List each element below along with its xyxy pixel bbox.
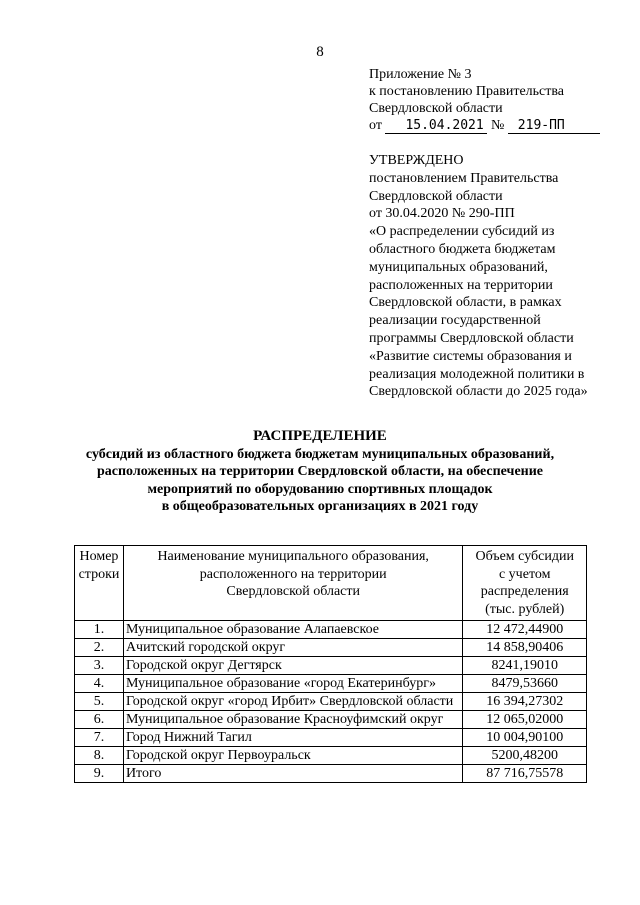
- title-line: субсидий из областного бюджета бюджетам муниципальных образований,: [85, 446, 555, 462]
- municipality-name: Ачитский городской округ: [123, 639, 463, 657]
- municipality-name: Город Нижний Тагил: [123, 729, 463, 747]
- row-number: 7.: [75, 729, 124, 747]
- title-main: РАСПРЕДЕЛЕНИЕ: [253, 428, 387, 444]
- document-title: [0, 428, 640, 516]
- document-date: 15.04.2021: [385, 118, 487, 134]
- subsidy-amount: 10 004,90100: [463, 729, 587, 747]
- appendix-block: [369, 66, 600, 134]
- table-header-row: [75, 546, 587, 621]
- table-row: [75, 621, 587, 639]
- table-row: [75, 657, 587, 675]
- approved-line: «О распределении субсидий из: [369, 224, 555, 240]
- municipality-name: Городской округ Первоуральск: [123, 747, 463, 765]
- row-number: 8.: [75, 747, 124, 765]
- appendix-line-2: к постановлению Правительства: [369, 84, 565, 99]
- appendix-title: Приложение № 3: [369, 67, 472, 82]
- municipality-name: Муниципальное образование Красноуфимский округ: [123, 711, 463, 729]
- title-line: расположенных на территории Свердловской области, на обеспечение: [96, 464, 544, 480]
- table-row: [75, 675, 587, 693]
- approved-line: УТВЕРЖДЕНО: [369, 153, 464, 168]
- subsidy-amount: 12 065,02000: [463, 711, 587, 729]
- approved-line: постановлением Правительства: [369, 170, 559, 186]
- table-row: [75, 693, 587, 711]
- row-number: 1.: [75, 621, 124, 639]
- approved-block: [369, 152, 619, 401]
- page-number: 8: [316, 44, 324, 60]
- from-label: от: [369, 118, 382, 133]
- header-subsidy-amount: Объем субсидии с учетом распределения (тыс. рублей): [463, 546, 587, 621]
- table-row: [75, 729, 587, 747]
- approved-line: реализации государственной: [369, 313, 541, 329]
- approved-line: реализация молодежной политики в: [369, 366, 585, 382]
- appendix-line-3: Свердловской области: [369, 101, 503, 116]
- title-line: в общеобразовательных организациях в 2021 году: [161, 499, 479, 515]
- subsidy-amount: 8241,19010: [463, 657, 587, 675]
- municipality-name: Городской округ «город Ирбит» Свердловской области: [123, 693, 463, 711]
- appendix-date-line: [369, 117, 600, 134]
- subsidy-amount: 12 472,44900: [463, 621, 587, 639]
- municipality-name: Муниципальное образование Алапаевское: [123, 621, 463, 639]
- header-row-number: Номер строки: [75, 546, 124, 621]
- table-row: [75, 639, 587, 657]
- approved-line: программы Свердловской области: [369, 330, 574, 346]
- municipality-name: Муниципальное образование «город Екатеринбург»: [123, 675, 463, 693]
- row-number: 5.: [75, 693, 124, 711]
- title-line: мероприятий по оборудованию спортивных площадок: [147, 481, 493, 497]
- approved-line: областного бюджета бюджетам: [369, 241, 556, 257]
- total-label: Итого: [123, 765, 463, 783]
- table-row: [75, 747, 587, 765]
- row-number: 9.: [75, 765, 124, 783]
- row-number: 4.: [75, 675, 124, 693]
- approved-line: от 30.04.2020 № 290-ПП: [369, 206, 515, 222]
- subsidy-amount: 5200,48200: [463, 747, 587, 765]
- distribution-table: [74, 545, 587, 783]
- row-number: 2.: [75, 639, 124, 657]
- number-label: №: [490, 118, 505, 133]
- row-number: 6.: [75, 711, 124, 729]
- table-row: [75, 711, 587, 729]
- row-number: 3.: [75, 657, 124, 675]
- subsidy-amount: 8479,53660: [463, 675, 587, 693]
- total-amount: 87 716,75578: [463, 765, 587, 783]
- document-number: 219-ПП: [508, 118, 600, 134]
- approved-line: Свердловской области: [369, 188, 503, 204]
- approved-line: «Развитие системы образования и: [369, 348, 572, 364]
- header-municipality-name: Наименование муниципального образования, расположенного на территории Свердловской области: [123, 546, 463, 621]
- subsidy-amount: 16 394,27302: [463, 693, 587, 711]
- approved-line: муниципальных образований,: [369, 259, 548, 275]
- approved-line: Свердловской области, в рамках: [369, 295, 562, 311]
- table-total-row: [75, 765, 587, 783]
- approved-line: Свердловской области до 2025 года»: [369, 384, 588, 400]
- subsidy-amount: 14 858,90406: [463, 639, 587, 657]
- approved-line: расположенных на территории: [369, 277, 553, 293]
- municipality-name: Городской округ Дегтярск: [123, 657, 463, 675]
